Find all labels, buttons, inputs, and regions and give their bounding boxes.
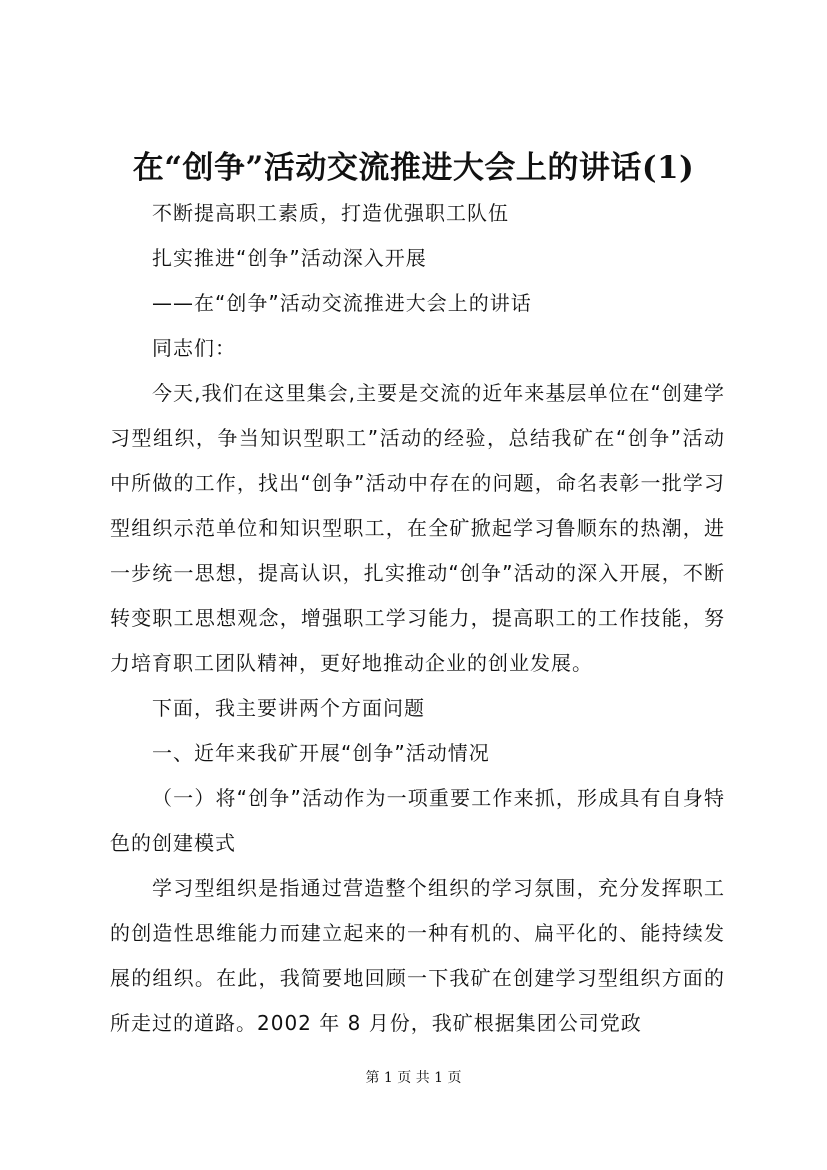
subtitle-line: ——在“创争”活动交流推进大会上的讲话 bbox=[152, 291, 532, 315]
document-title: 在“创争”活动交流推进大会上的讲话(1) bbox=[132, 150, 695, 186]
page-footer: 第 1 页 共 1 页 bbox=[365, 1070, 462, 1086]
subtitle-line: 不断提高职工素质，打造优强职工队伍 bbox=[152, 201, 509, 225]
paragraph: 学习型组织是指通过营造整个组织的学习氛围，充分发挥职工的创造性思维能力而建立起来的一种有机的、扁平化的、能持续发展的组织。在此，我简要地回顾一下我矿在创建学习型组织方面的所走过的道路。2002 年 8 月份，我矿根据集团公司党政 bbox=[110, 876, 725, 1035]
paragraph: 下面，我主要讲两个方面问题 bbox=[152, 696, 425, 720]
document-body bbox=[110, 191, 725, 1046]
subtitle-line: 扎实推进“创争”活动深入开展 bbox=[152, 246, 427, 270]
salutation: 同志们： bbox=[152, 336, 236, 360]
subsection-heading: （一）将“创争”活动作为一项重要工作来抓，形成具有自身特色的创建模式 bbox=[110, 786, 725, 855]
section-heading: 一、近年来我矿开展“创争”活动情况 bbox=[152, 741, 490, 765]
paragraph: 今天,我们在这里集会,主要是交流的近年来基层单位在“创建学习型组织，争当知识型职工”活动的经验，总结我矿在“创争”活动中所做的工作，找出“创争”活动中存在的问题，命名表彰一批学习型组织示范单位和知识型职工，在全矿掀起学习鲁顺东的热潮，进一步统一思想，提高认识，扎实推动“创争”活动的深入开展，不断转变职工思想观念，增强职工学习能力，提高职工的工作技能，努力培育职工团队精神，更好地推动企业的创业发展。 bbox=[110, 381, 725, 675]
